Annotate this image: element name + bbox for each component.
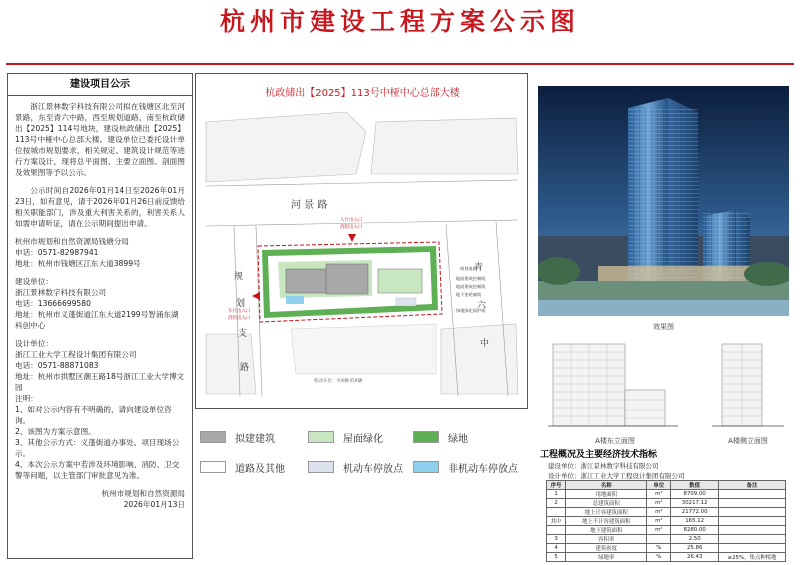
table-row [547,499,786,508]
intro-text: 浙江景林数字科技有限公司拟在钱塘区北至河景路，东至青六中路，西至规划道路，南至杭政储出【2025】114号地块，建设杭政储出【2025】113号中桠中心总部大楼。建设单位已委托设计单位按城市规划要求，相关规定、建筑设计规范等进行方案设计，现将总平面图、主要立面图、剖面图及效果图等予以公示。 [15,102,185,177]
table-cell: 26.43 [671,553,719,562]
site-plan-title: 杭政储出【2025】113号中桠中心总部大楼 [265,88,460,99]
site-plan-legend [195,420,528,490]
authority-name: 杭州市规划和自然资源局钱塘分局 [15,237,129,246]
page-title: 杭州市建设工程方案公示图 [219,7,580,36]
table-cell [719,544,786,553]
surrounding-parcel [206,112,366,182]
legend-label: 拟建建筑 [235,433,275,445]
west-entrance-label: 消防出入口 [228,316,251,321]
proposed-building-b [326,264,368,294]
panel-heading: 建设项目公示 [8,74,192,96]
table-header-cell: 序号 [547,481,566,490]
table-cell: 总建筑面积 [566,499,647,508]
legend-swatch [308,461,334,473]
plan-callout: 地面建筑控制线 [456,276,486,281]
rendering-drawing [538,86,789,316]
north-entrance-arrow-icon [348,234,356,242]
car-parking-spot [396,298,416,306]
table-header-cell: 名称 [566,481,647,490]
render-caption: 效果图 [653,323,674,331]
builder-name: 浙江景林数字科技有限公司 [15,288,107,297]
table-cell: 容积率 [566,535,647,544]
table-cell: 8709.00 [671,490,719,499]
tower-facade [628,108,698,286]
elevation-b-drawing [712,340,784,430]
road-label-north: 河 景 路 [291,200,328,211]
legend-item [308,460,403,474]
table-cell [719,499,786,508]
note-item: 3、其他公示方式：义蓬街道办事处、项目现场公示。 [15,438,180,458]
designer-name: 浙江工业大学工程设计集团有限公司 [15,350,137,359]
note-item: 1、如对公示内容有不明确的，请向建设单位咨询。 [15,405,172,425]
designer-label: 设计单位： [15,339,53,348]
table-cell: m² [647,517,671,526]
tech-indicators-table [546,480,786,562]
builder-label: 建设单位： [15,277,53,286]
table-cell [719,490,786,499]
elevation-a-caption: A楼东立面图 [595,437,635,445]
table-row [547,526,786,535]
water [538,300,789,316]
legend-label: 机动车停放点 [343,463,403,475]
elevation-a-drawing [548,340,678,430]
surrounding-parcel [291,324,436,374]
proposed-building-a [286,269,326,293]
plan-callout: 绿地绿化保护线 [456,308,486,313]
table-cell [719,526,786,535]
table-cell: m² [647,526,671,535]
rendering-image [538,86,789,316]
table-cell [719,517,786,526]
tech-builder-line: 建设单位：浙江景林数字科技有限公司 [548,462,659,470]
signature: 杭州市规划和自然资源局 [101,489,185,498]
legend-label: 屋面绿化 [343,433,383,445]
table-row [547,517,786,526]
elevation-a-svg [548,340,678,430]
table-cell: % [647,553,671,562]
table-cell: 地上计容建筑面积 [566,508,647,517]
plan-callout: 地下室轮廓线 [456,292,482,297]
elevation-annex [625,390,665,426]
table-cell: 8280.00 [671,526,719,535]
table-cell: 25.86 [671,544,719,553]
legend-label: 道路及其他 [235,463,285,475]
note-item: 4、本次公示方案中若涉及环境影响、消防、卫交警等问题，以主管部门审批意见为准。 [15,460,180,480]
designer-phone: 电话：0571-88871083 [15,361,99,370]
title-divider [6,63,794,65]
table-cell [547,508,566,517]
table-header-row [547,481,786,490]
builder-address: 地址：杭州市义蓬街道江东大道2199号智涌东湖科创中心 [15,310,179,330]
table-cell [647,535,671,544]
table-cell: % [647,544,671,553]
plan-callout: 地面建筑控制线 [456,284,486,289]
table-row [547,553,786,562]
road-label-west: 支 [238,329,248,339]
table-header-cell: 单位 [647,481,671,490]
legend-item [200,460,285,474]
project-notice-panel [7,73,193,559]
table-cell: 3 [547,535,566,544]
designer-address: 地址：杭州市拱墅区潮王路18号浙江工业大学博文园 [15,372,185,392]
table-cell [547,526,566,535]
tech-title: 工程概况及主要经济技术指标 [540,450,658,460]
table-cell: m² [647,499,671,508]
road-label-east: 六 [477,301,487,311]
west-entrance-label: 车行出入口 [228,309,251,314]
authority-phone: 申话：0571-82987941 [15,248,99,257]
table-cell: 建筑密度 [566,544,647,553]
legend-swatch [200,431,226,443]
legend-item [200,430,275,444]
legend-swatch [200,461,226,473]
table-cell: 地上不计容建筑面积 [566,517,647,526]
legend-item [413,430,468,444]
table-row [547,490,786,499]
legend-label: 非机动车停放点 [448,463,518,475]
west-entrance-arrow-icon [252,292,260,300]
surrounding-parcel [441,324,518,394]
legend-item [308,430,383,444]
notes-label: 注明： [15,394,38,403]
table-cell: 用地面积 [566,490,647,499]
legend-swatch [308,431,334,443]
table-cell: 1 [547,490,566,499]
surrounding-parcel [371,118,518,174]
table-row [547,508,786,517]
table-cell: 4 [547,544,566,553]
road-label-east: 青 [474,263,484,273]
note-item: 2、该图为方案示意图。 [15,427,96,436]
table-cell [719,508,786,517]
table-header-cell: 备注 [719,481,786,490]
builder-phone: 电话：13666699580 [15,299,91,308]
legend-swatch [413,431,439,443]
table-cell: 30217.12 [671,499,719,508]
table-cell: 绿地率 [566,553,647,562]
north-entrance-label: 人行出入口 [340,218,363,223]
sign-date: 2026年01月13日 [123,500,185,509]
site-plan-drawing [196,74,528,409]
table-cell: 2 [547,499,566,508]
legend-label: 绿地 [448,433,468,445]
elevation-b-svg [712,340,784,430]
table-cell: 其中 [547,517,566,526]
table-cell [719,535,786,544]
table-row [547,544,786,553]
table-row [547,535,786,544]
road-label-east: 中 [480,339,490,349]
table-header-cell: 数值 [671,481,719,490]
parking-note: 机动车位：共X辆 约X辆 [314,379,363,384]
road-edge [206,180,518,186]
road-label-west: 规 [234,272,244,282]
authority-address: 地址：杭州市钱塘区江东大道3899号 [15,259,141,268]
table-cell: ≥25%，集点种植地 [719,553,786,562]
table-cell: m² [647,490,671,499]
site-plan-panel [195,73,528,409]
road-label-west: 路 [240,363,250,373]
table-cell: m² [647,508,671,517]
legend-swatch [413,461,439,473]
road-label-west: 划 [236,299,246,309]
table-cell: 21772.00 [671,508,719,517]
north-entrance-label: 消防出入口 [340,225,363,230]
tree [538,257,580,285]
bike-parking-spot [286,296,304,304]
legend-item [413,460,518,474]
table-cell: 5 [547,553,566,562]
plan-callout: 规划道路 [460,266,477,271]
table-cell: 2.50 [671,535,719,544]
tech-designer-line: 设计单位：浙江工业大学工程设计集团有限公司 [548,472,685,480]
roof-garden-b [378,269,422,293]
notice-text: 公示时间自2026年01月14日至2026年01月23日，如有意见，请于2026年01月26日前反馈给相关职能部门，涉及重大利害关系的，利害关系人如需申请听证，请在公示期间提出申请。 [15,186,185,228]
elevation-b-caption: A楼侧立面图 [728,437,768,445]
table-cell: 地下建筑面积 [566,526,647,535]
table-cell: 165.12 [671,517,719,526]
